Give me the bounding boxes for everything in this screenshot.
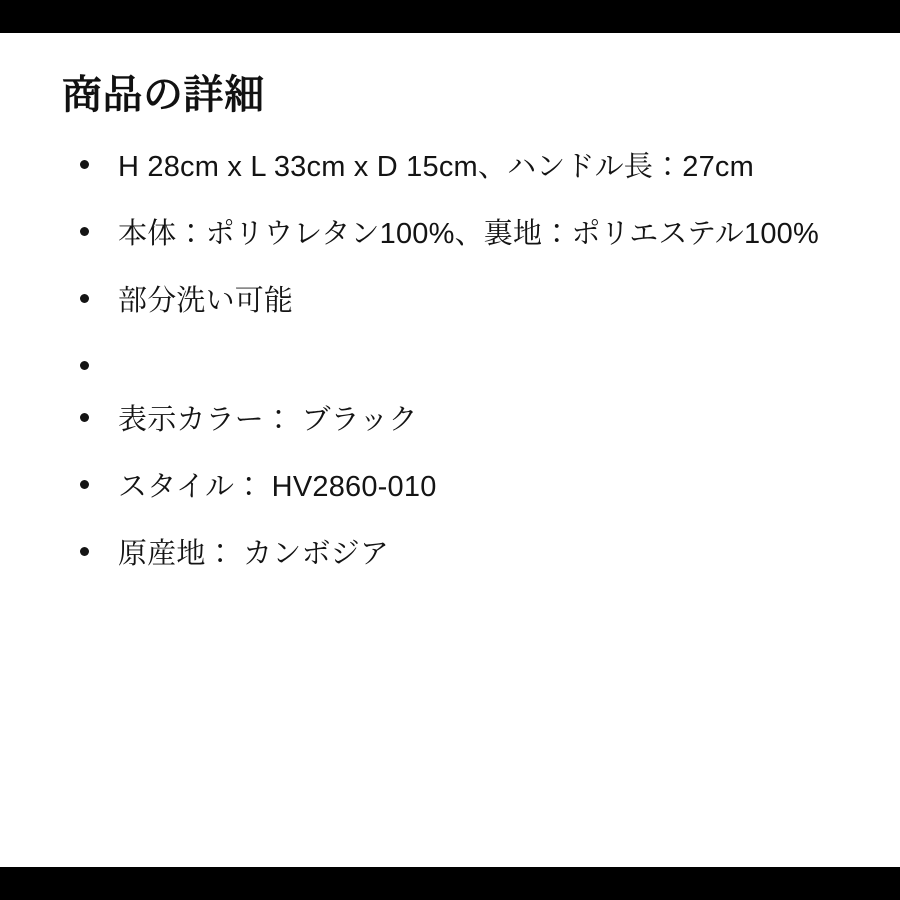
list-item-text: 表示カラー： ブラック bbox=[118, 403, 418, 436]
bullet-icon bbox=[80, 160, 89, 169]
list-item-text: 部分洗い可能 bbox=[118, 284, 294, 317]
product-details-card bbox=[0, 33, 900, 867]
bullet-icon bbox=[80, 294, 89, 303]
list-item bbox=[56, 279, 844, 324]
bullet-icon bbox=[80, 480, 89, 489]
list-item-text: スタイル： HV2860-010 bbox=[118, 470, 437, 503]
list-item bbox=[56, 465, 844, 510]
product-details-list bbox=[56, 145, 844, 577]
list-item-text: H 28cm x L 33cm x D 15cm、ハンドル長：27cm bbox=[118, 151, 754, 183]
list-item bbox=[56, 212, 844, 257]
letterbox-top bbox=[0, 0, 900, 33]
list-item bbox=[56, 145, 844, 190]
bullet-icon bbox=[80, 413, 89, 422]
list-item-text: 本体：ポリウレタン100%、裏地：ポリエステル100% bbox=[118, 217, 819, 250]
list-item bbox=[56, 346, 844, 372]
list-item bbox=[56, 532, 844, 577]
bullet-icon bbox=[80, 227, 89, 236]
bullet-icon bbox=[80, 547, 89, 556]
bullet-icon bbox=[80, 361, 89, 370]
list-item bbox=[56, 398, 844, 443]
list-item-text: 原産地： カンボジア bbox=[118, 537, 390, 570]
page-title: 商品の詳細 bbox=[62, 73, 265, 117]
letterbox-bottom bbox=[0, 867, 900, 900]
